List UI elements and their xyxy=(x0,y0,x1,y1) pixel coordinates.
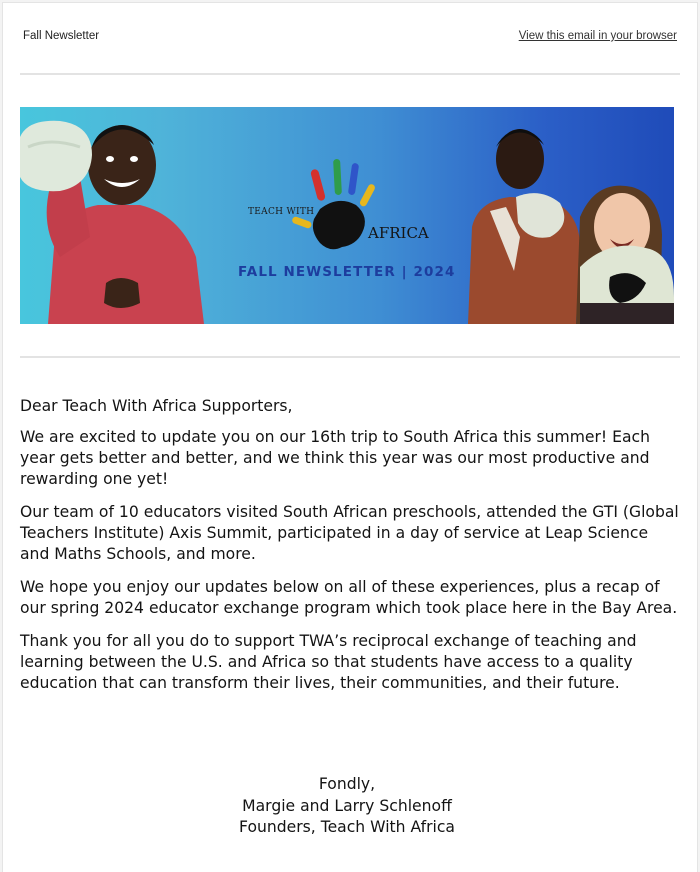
paragraph-intro: We are excited to update you on our 16th trip to South Africa this summer! Each year gets better and better, and we think this year was our most productive and rewarding one yet! xyxy=(20,428,650,488)
banner-photo-illustration xyxy=(20,107,674,324)
signoff-names: Margie and Larry Schlenoff xyxy=(242,796,452,815)
hand-logo-illustration xyxy=(291,159,376,249)
logo-text-africa: AFRICA xyxy=(368,224,429,242)
signoff-role: Founders, Teach With Africa xyxy=(239,818,455,836)
view-in-browser-link[interactable]: View this email in your browser xyxy=(518,30,677,42)
logo-text-teach-with: TEACH WITH xyxy=(248,207,315,217)
child-left-illustration xyxy=(20,121,204,324)
newsletter-body xyxy=(20,396,680,706)
header-banner xyxy=(20,107,674,324)
girl-right-illustration xyxy=(576,186,674,324)
newsletter-label: Fall Newsletter xyxy=(23,30,100,42)
child-right-illustration xyxy=(468,129,580,324)
banner-subtitle: FALL NEWSLETTER | 2024 xyxy=(238,264,456,280)
preheader xyxy=(23,27,677,47)
greeting: Dear Teach With Africa Supporters, xyxy=(20,397,293,415)
signoff xyxy=(20,774,674,839)
divider-bottom xyxy=(20,356,680,358)
divider-top xyxy=(20,73,680,75)
signoff-closing: Fondly, xyxy=(318,775,376,793)
paragraph-updates: We hope you enjoy our updates below on all of these experiences, plus a recap of our spring 2024 educator exchange program which took place here in the Bay Area. xyxy=(20,578,678,617)
paragraph-team: Our team of 10 educators visited South African preschools, attended the GTI (Global Teachers Institute) Axis Summit, participated in a day of service at Leap Science and Maths Schools, and more. xyxy=(20,503,679,563)
paragraph-thanks: Thank you for all you do to support TWA’s reciprocal exchange of teaching and learning between the U.S. and Africa so that students have access to a quality education that can transform their lives, their communities, and their future. xyxy=(20,632,637,692)
